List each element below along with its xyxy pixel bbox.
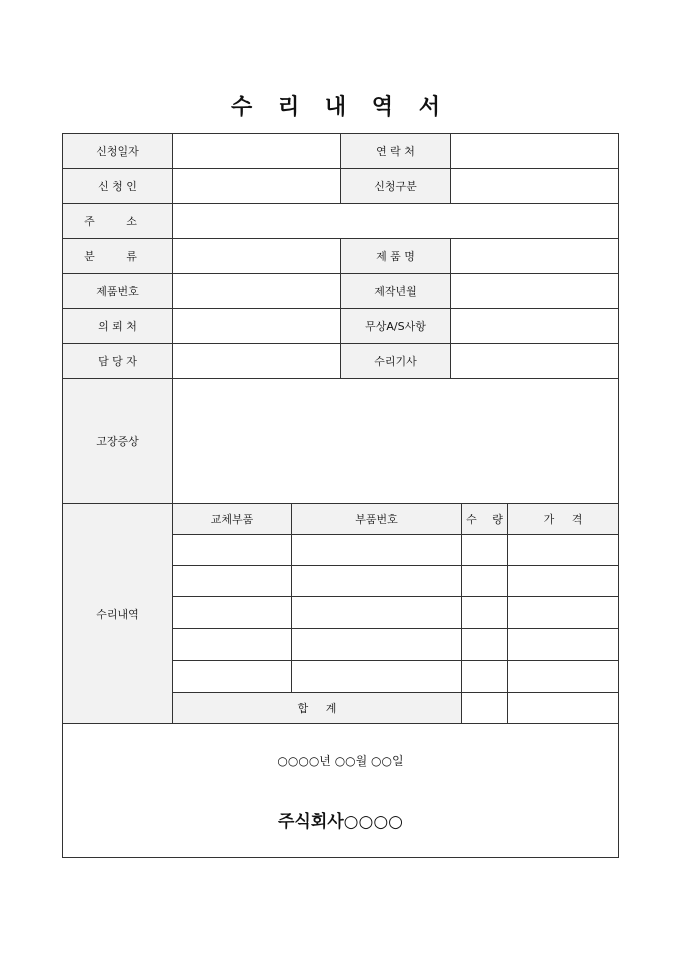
repair-row-2-part[interactable] bbox=[173, 566, 292, 597]
manufacture-date-field[interactable] bbox=[451, 274, 618, 309]
apply-date-label: 신청일자 bbox=[63, 134, 173, 169]
manager-field[interactable] bbox=[173, 344, 341, 379]
address-label: 주 소 bbox=[63, 204, 173, 239]
repair-row-3-qty[interactable] bbox=[462, 597, 508, 629]
repair-header-part-no: 부품번호 bbox=[292, 504, 462, 535]
repair-row-5-part-no[interactable] bbox=[292, 661, 462, 693]
repair-total-qty[interactable] bbox=[462, 693, 508, 724]
repair-header-price: 가 격 bbox=[508, 504, 618, 535]
product-name-label: 제 품 명 bbox=[341, 239, 451, 274]
apply-date-field[interactable] bbox=[173, 134, 341, 169]
technician-field[interactable] bbox=[451, 344, 618, 379]
warranty-field[interactable] bbox=[451, 309, 618, 344]
apply-type-label: 신청구분 bbox=[341, 169, 451, 204]
applicant-field[interactable] bbox=[173, 169, 341, 204]
contact-field[interactable] bbox=[451, 134, 618, 169]
category-field[interactable] bbox=[173, 239, 341, 274]
product-name-field[interactable] bbox=[451, 239, 618, 274]
repair-row-1-part[interactable] bbox=[173, 535, 292, 566]
requester-field[interactable] bbox=[173, 309, 341, 344]
repair-row-4-price[interactable] bbox=[508, 629, 618, 661]
repair-header-qty: 수 량 bbox=[462, 504, 508, 535]
repair-row-3-price[interactable] bbox=[508, 597, 618, 629]
repair-row-4-part-no[interactable] bbox=[292, 629, 462, 661]
contact-label: 연 락 처 bbox=[341, 134, 451, 169]
repair-row-5-part[interactable] bbox=[173, 661, 292, 693]
address-field[interactable] bbox=[173, 204, 618, 239]
applicant-label: 신 청 인 bbox=[63, 169, 173, 204]
repair-row-1-price[interactable] bbox=[508, 535, 618, 566]
repair-row-5-qty[interactable] bbox=[462, 661, 508, 693]
warranty-label: 무상A/S사항 bbox=[341, 309, 451, 344]
manufacture-date-label: 제작년월 bbox=[341, 274, 451, 309]
repair-row-4-qty[interactable] bbox=[462, 629, 508, 661]
apply-type-field[interactable] bbox=[451, 169, 618, 204]
repair-form bbox=[62, 133, 619, 858]
symptom-label: 고장증상 bbox=[63, 379, 173, 504]
repair-row-2-price[interactable] bbox=[508, 566, 618, 597]
manager-label: 담 당 자 bbox=[63, 344, 173, 379]
repair-row-3-part[interactable] bbox=[173, 597, 292, 629]
issue-date: ○○○○년 ○○월 ○○일 bbox=[277, 754, 404, 768]
category-label: 분 류 bbox=[63, 239, 173, 274]
company-name: 주식회사○○○○ bbox=[277, 812, 404, 832]
repair-total-price[interactable] bbox=[508, 693, 618, 724]
repair-row-1-qty[interactable] bbox=[462, 535, 508, 566]
document-title: 수 리 내 역 서 bbox=[231, 95, 449, 120]
repair-header-part: 교체부품 bbox=[173, 504, 292, 535]
technician-label: 수리기사 bbox=[341, 344, 451, 379]
repair-row-2-qty[interactable] bbox=[462, 566, 508, 597]
repair-row-4-part[interactable] bbox=[173, 629, 292, 661]
product-no-label: 제품번호 bbox=[63, 274, 173, 309]
repair-row-1-part-no[interactable] bbox=[292, 535, 462, 566]
repair-label: 수리내역 bbox=[63, 504, 173, 724]
repair-total-label: 합 계 bbox=[173, 693, 462, 724]
repair-row-5-price[interactable] bbox=[508, 661, 618, 693]
product-no-field[interactable] bbox=[173, 274, 341, 309]
requester-label: 의 뢰 처 bbox=[63, 309, 173, 344]
repair-row-3-part-no[interactable] bbox=[292, 597, 462, 629]
symptom-field[interactable] bbox=[173, 379, 618, 504]
repair-row-2-part-no[interactable] bbox=[292, 566, 462, 597]
